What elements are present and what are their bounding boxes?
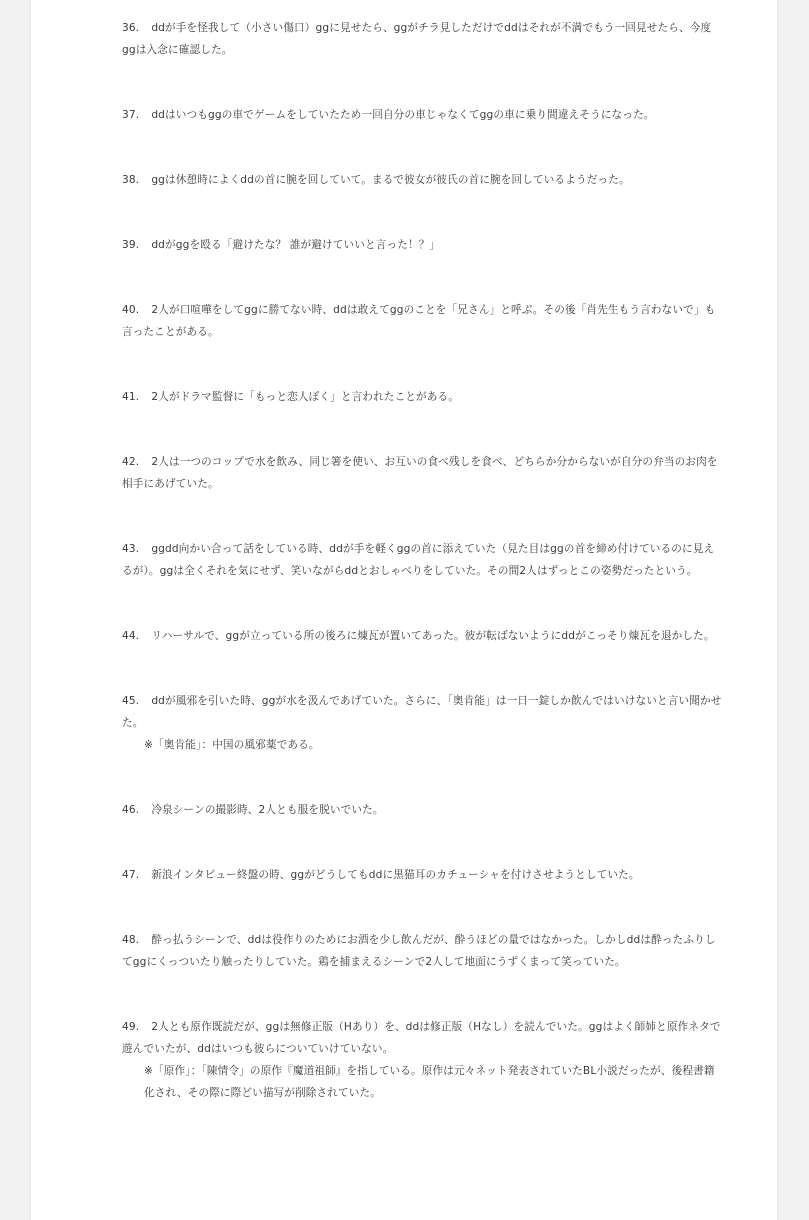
item-text: ddはいつもggの車でゲームをしていたため一回自分の車じゃなくてggの車に乗り間違えそうになった。 xyxy=(151,109,655,121)
list-item xyxy=(122,234,722,256)
item-number: 46. xyxy=(122,804,140,816)
item-text: 2人とも原作既読だが、ggは無修正版（Hあり）を、ddは修正版（Hなし）を読んでいた。ggはよく師姉と原作ネタで遊んでいたが、ddはいつも彼らについていけていない。 xyxy=(122,1021,721,1055)
list-item xyxy=(122,625,722,647)
item-text: 2人は一つのコップで水を飲み、同じ箸を使い、お互いの食べ残しを食べ、どちらか分からないが自分の弁当のお肉を相手にあげていた。 xyxy=(122,456,718,490)
item-text: ddが手を怪我して（小さい傷口）ggに見せたら、ggがチラ見しただけでddはそれが不満でもう一回見せたら、今度ggは入念に確認した。 xyxy=(122,22,712,56)
item-note xyxy=(122,1060,722,1104)
item-number: 45. xyxy=(122,695,140,707)
list-item xyxy=(122,299,722,343)
item-note-text: ※「原作」：「陳情令」の原作『魔道祖師』を指している。原作は元々ネット発表されていたBL小説だったが、後程書籍化され、その際に際どい描写が削除されていた。 xyxy=(144,1065,715,1099)
item-number: 44. xyxy=(122,630,140,642)
item-text: 2人がドラマ監督に「もっと恋人ぽく」と言われたことがある。 xyxy=(151,391,460,403)
item-text: リハーサルで、ggが立っている所の後ろに煉瓦が置いてあった。彼が転ばないようにddがこっそり煉瓦を退かした。 xyxy=(151,630,715,642)
document-page xyxy=(31,0,777,1220)
item-number: 38. xyxy=(122,174,140,186)
item-number: 36. xyxy=(122,22,140,34)
item-note xyxy=(122,734,722,756)
item-text: 酔っ払うシーンで、ddは役作りのためにお酒を少し飲んだが、酔うほどの量ではなかった。しかしddは酔ったふりしてggにくっついたり触ったりしていた。鶏を捕まえるシーンで2人して地面にうずくまって笑っていた。 xyxy=(122,934,716,968)
list-item xyxy=(122,799,722,821)
list-item xyxy=(122,864,722,886)
item-text: ddが風邪を引いた時、ggが水を汲んであげていた。さらに、「奥肯能」は一日一錠しか飲んではいけないと言い聞かせた。 xyxy=(122,695,722,729)
list-item xyxy=(122,690,722,756)
item-text: ggは休憩時によくddの首に腕を回していて。まるで彼女が彼氏の首に腕を回しているようだった。 xyxy=(151,174,630,186)
list-item xyxy=(122,929,722,973)
list-item xyxy=(122,17,722,61)
list-item xyxy=(122,386,722,408)
item-text: ddがggを殴る「避けたな？ 誰が避けていいと言った！？」 xyxy=(151,239,441,251)
list-item xyxy=(122,104,722,126)
item-number: 49. xyxy=(122,1021,140,1033)
numbered-list xyxy=(122,17,722,1147)
item-number: 39. xyxy=(122,239,140,251)
item-text: 新浪インタビュー終盤の時、ggがどうしてもddに黒猫耳のカチューシャを付けさせようとしていた。 xyxy=(151,869,640,881)
list-item xyxy=(122,538,722,582)
item-number: 41. xyxy=(122,391,140,403)
item-text: ggdd向かい合って話をしている時、ddが手を軽くggの首に添えていた（見た目はggの首を締め付けているのに見えるが）。ggは全くそれを気にせず、笑いながらddとおしゃべりをしていた。その間2人はずっとこの姿勢だったという。 xyxy=(122,543,715,577)
item-text: 冷泉シーンの撮影時、2人とも服を脱いでいた。 xyxy=(151,804,384,816)
item-note-text: ※「奥肯能」：中国の風邪薬である。 xyxy=(144,739,320,751)
item-number: 48. xyxy=(122,934,140,946)
item-number: 42. xyxy=(122,456,140,468)
list-item xyxy=(122,169,722,191)
item-number: 43. xyxy=(122,543,140,555)
item-number: 37. xyxy=(122,109,140,121)
item-text: 2人が口喧嘩をしてggに勝てない時、ddは敢えてggのことを「兄さん」と呼ぶ。その後「肖先生もう言わないで」も言ったことがある。 xyxy=(122,304,716,338)
list-item xyxy=(122,1016,722,1104)
item-number: 47. xyxy=(122,869,140,881)
list-item xyxy=(122,451,722,495)
item-number: 40. xyxy=(122,304,140,316)
